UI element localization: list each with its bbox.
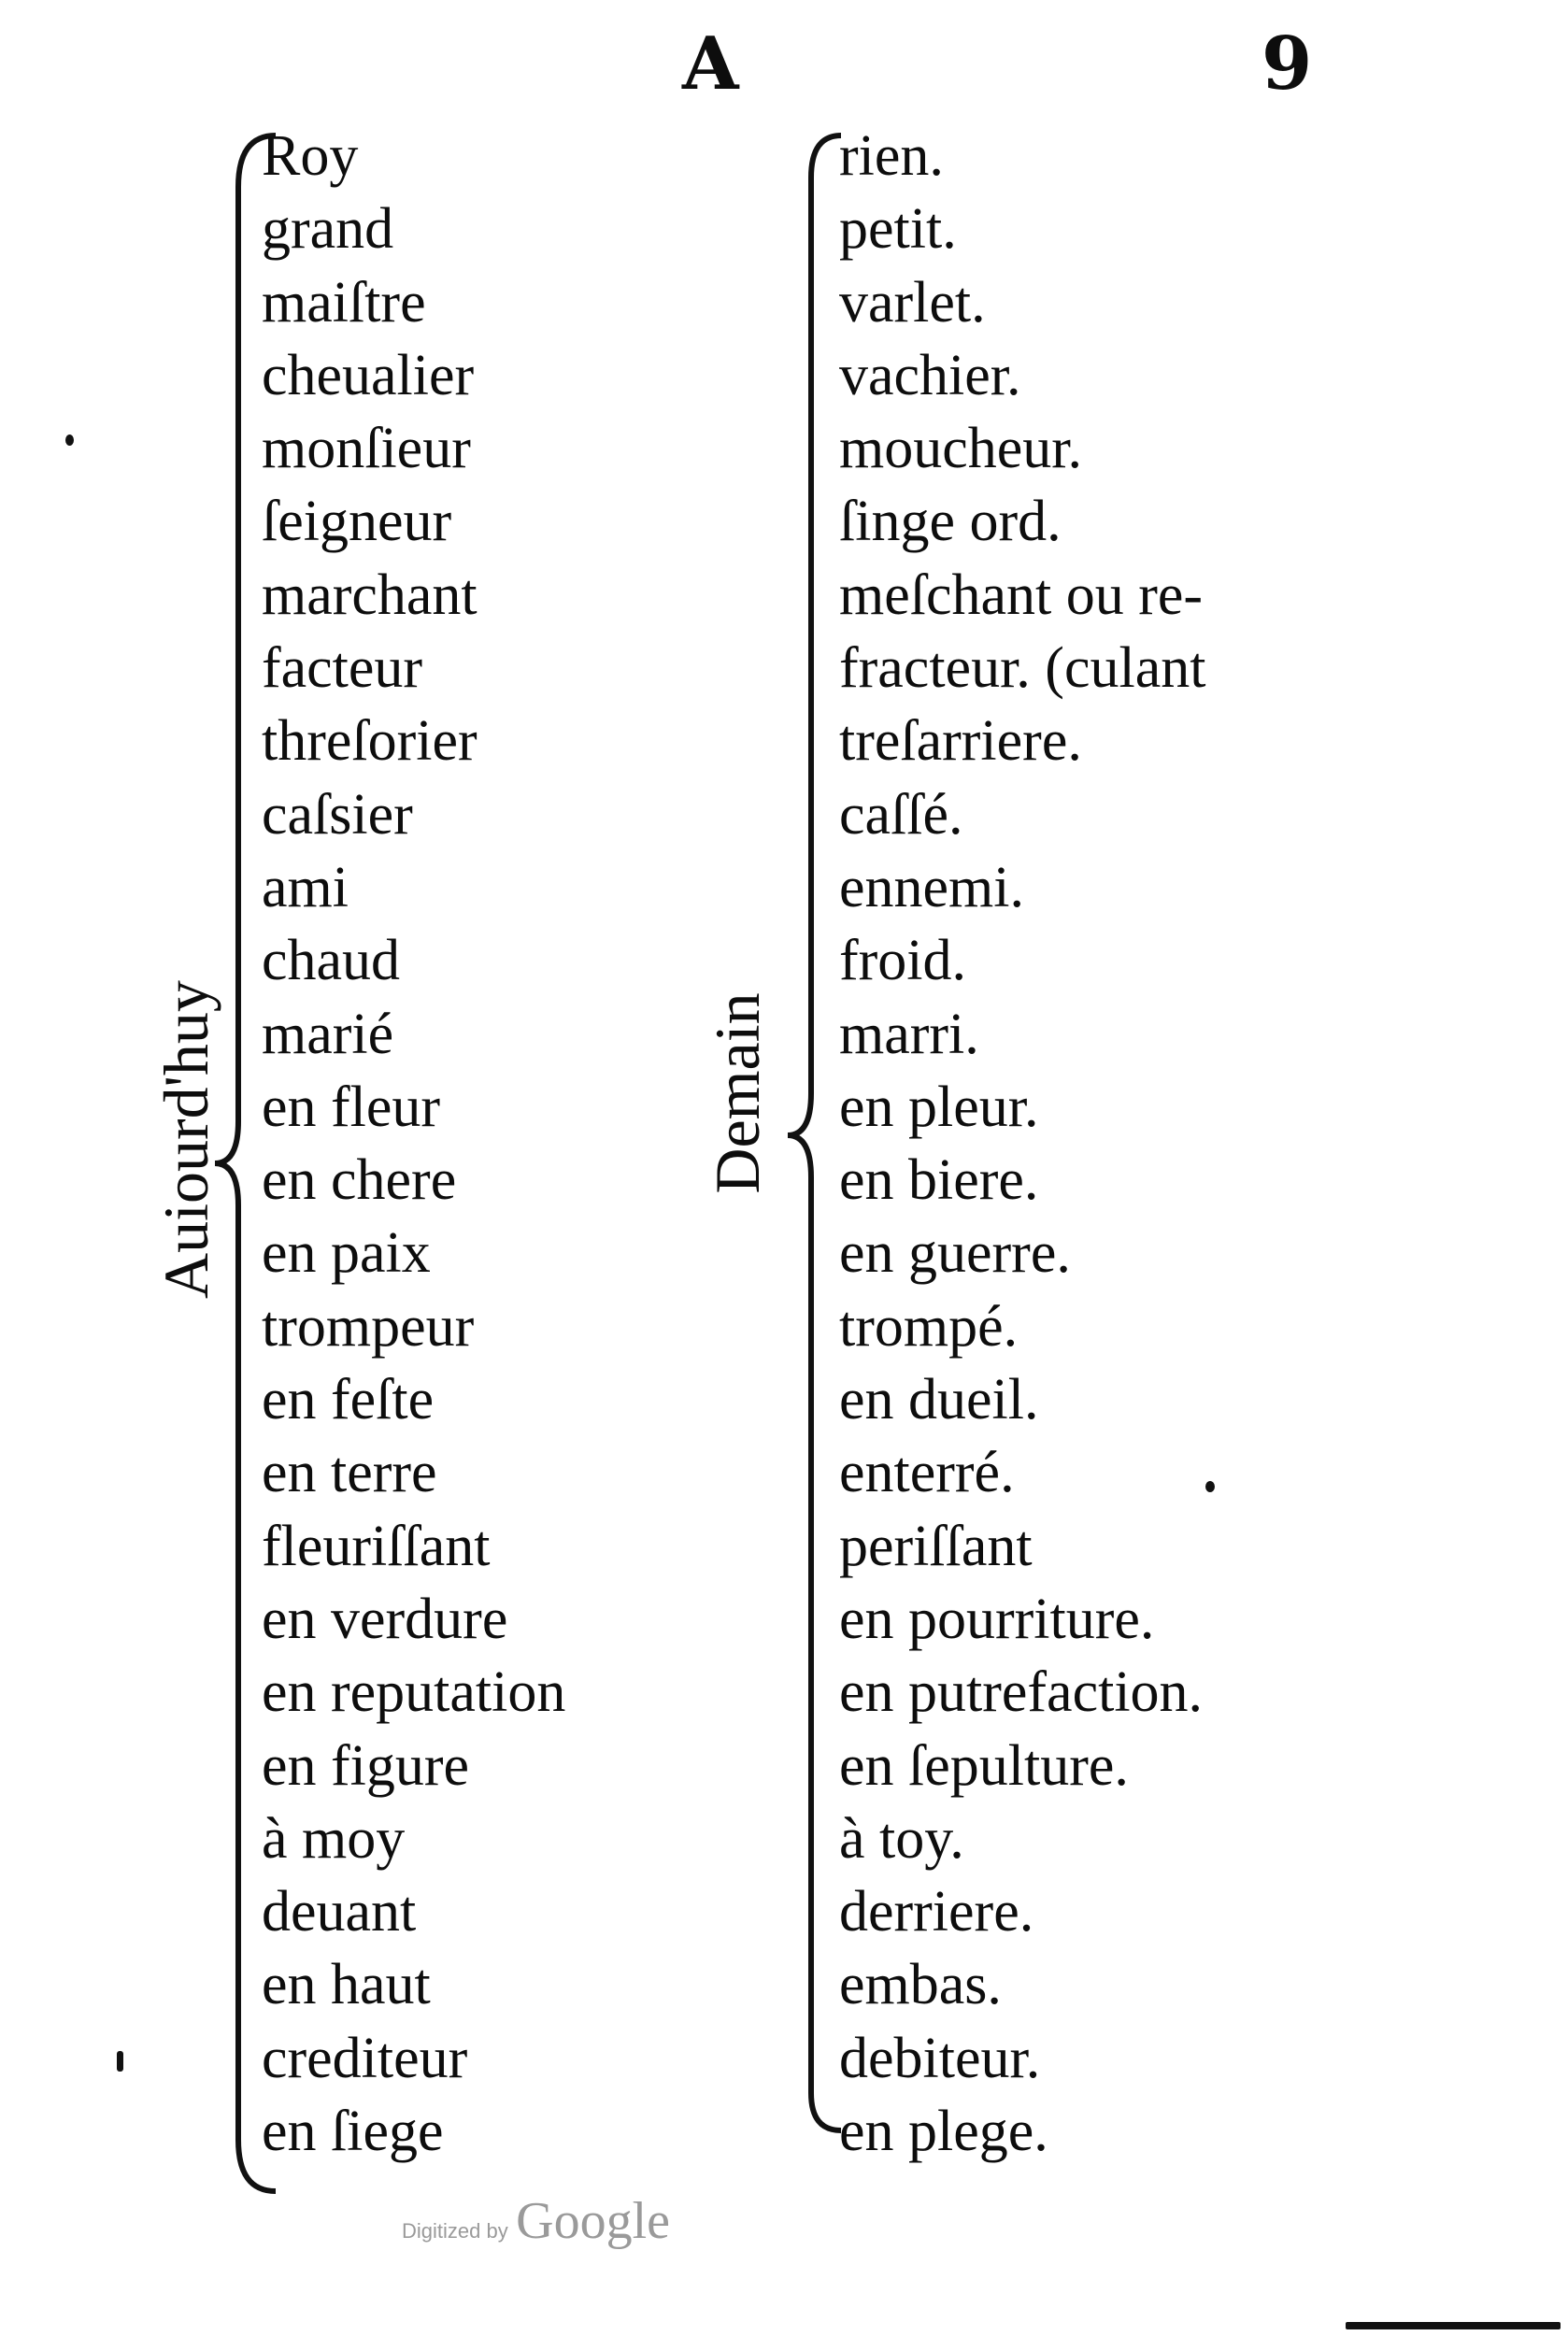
list-item: en ſepulture. xyxy=(839,1733,1129,1798)
list-item: ſinge ord. xyxy=(839,490,1062,554)
scan-speck xyxy=(1346,2322,1561,2329)
list-item: en haut xyxy=(262,1953,431,2017)
list-item: Roy xyxy=(262,124,359,188)
list-item: en figure xyxy=(262,1733,470,1798)
list-item: periſſant xyxy=(839,1514,1033,1578)
list-item: trompeur xyxy=(262,1294,475,1359)
signature-mark: A xyxy=(682,21,739,107)
list-item: debiteur. xyxy=(839,2026,1041,2090)
list-item: maiſtre xyxy=(262,270,426,335)
list-item: vachier. xyxy=(839,343,1021,407)
list-item: moucheur. xyxy=(839,417,1082,481)
list-item: ennemi. xyxy=(839,855,1024,919)
list-item: en guerre. xyxy=(839,1221,1071,1286)
page-number: 9 xyxy=(1262,21,1313,107)
list-item: monſieur xyxy=(262,417,471,481)
scan-speck xyxy=(117,2051,123,2072)
list-item: en dueil. xyxy=(839,1368,1039,1432)
list-item: en chere xyxy=(262,1148,457,1213)
list-item: marchant xyxy=(262,563,478,627)
list-item: grand xyxy=(262,197,394,262)
list-item: en pleur. xyxy=(839,1075,1039,1139)
list-item: froid. xyxy=(839,929,967,993)
list-item: deuant xyxy=(262,1880,417,1944)
list-item: en verdure xyxy=(262,1587,508,1651)
list-item: fracteur. (culant xyxy=(839,636,1206,701)
scan-speck xyxy=(1205,1481,1215,1492)
list-item: treſarriere. xyxy=(839,709,1082,774)
list-item: caſſé. xyxy=(839,782,963,847)
list-item: en fleur xyxy=(262,1075,441,1139)
list-item: cheualier xyxy=(262,343,475,407)
list-item: en reputation xyxy=(262,1660,566,1725)
list-item: trompé. xyxy=(839,1294,1019,1359)
list-item: en putrefaction. xyxy=(839,1660,1204,1725)
digitized-by-watermark xyxy=(402,2191,670,2251)
list-item: à moy xyxy=(262,1806,406,1871)
scan-speck xyxy=(65,434,74,446)
list-item: en biere. xyxy=(839,1148,1039,1213)
list-item: varlet. xyxy=(839,270,986,335)
watermark-prefix: Digitized by xyxy=(402,2219,508,2243)
today-word-list xyxy=(262,120,565,2168)
list-item: chaud xyxy=(262,929,401,993)
list-item: caſsier xyxy=(262,782,413,847)
list-item: ſeigneur xyxy=(262,490,452,554)
list-item: rien. xyxy=(839,124,944,188)
list-item: derriere. xyxy=(839,1880,1034,1944)
list-item: en terre xyxy=(262,1441,437,1505)
list-item: crediteur xyxy=(262,2026,468,2090)
google-wordmark: Google xyxy=(516,2192,671,2250)
list-item: en feſte xyxy=(262,1368,435,1432)
tomorrow-word-list xyxy=(839,120,1205,2168)
list-item: facteur xyxy=(262,636,423,701)
list-item: en plege. xyxy=(839,2100,1048,2164)
list-item: marri. xyxy=(839,1002,979,1066)
list-item: ami xyxy=(262,855,349,919)
list-item: en ſiege xyxy=(262,2100,444,2164)
today-label: Auiourd'huy xyxy=(150,980,221,1299)
list-item: meſchant ou re- xyxy=(839,563,1204,627)
list-item: enterré. xyxy=(839,1441,1015,1505)
tomorrow-label: Demain xyxy=(702,992,773,1194)
list-item: en pourriture. xyxy=(839,1587,1155,1651)
list-item: embas. xyxy=(839,1953,1002,2017)
list-item: threſorier xyxy=(262,709,478,774)
list-item: en paix xyxy=(262,1221,431,1286)
list-item: fleuriſſant xyxy=(262,1514,491,1578)
list-item: à toy. xyxy=(839,1806,964,1871)
list-item: marié xyxy=(262,1002,394,1066)
list-item: petit. xyxy=(839,197,957,262)
